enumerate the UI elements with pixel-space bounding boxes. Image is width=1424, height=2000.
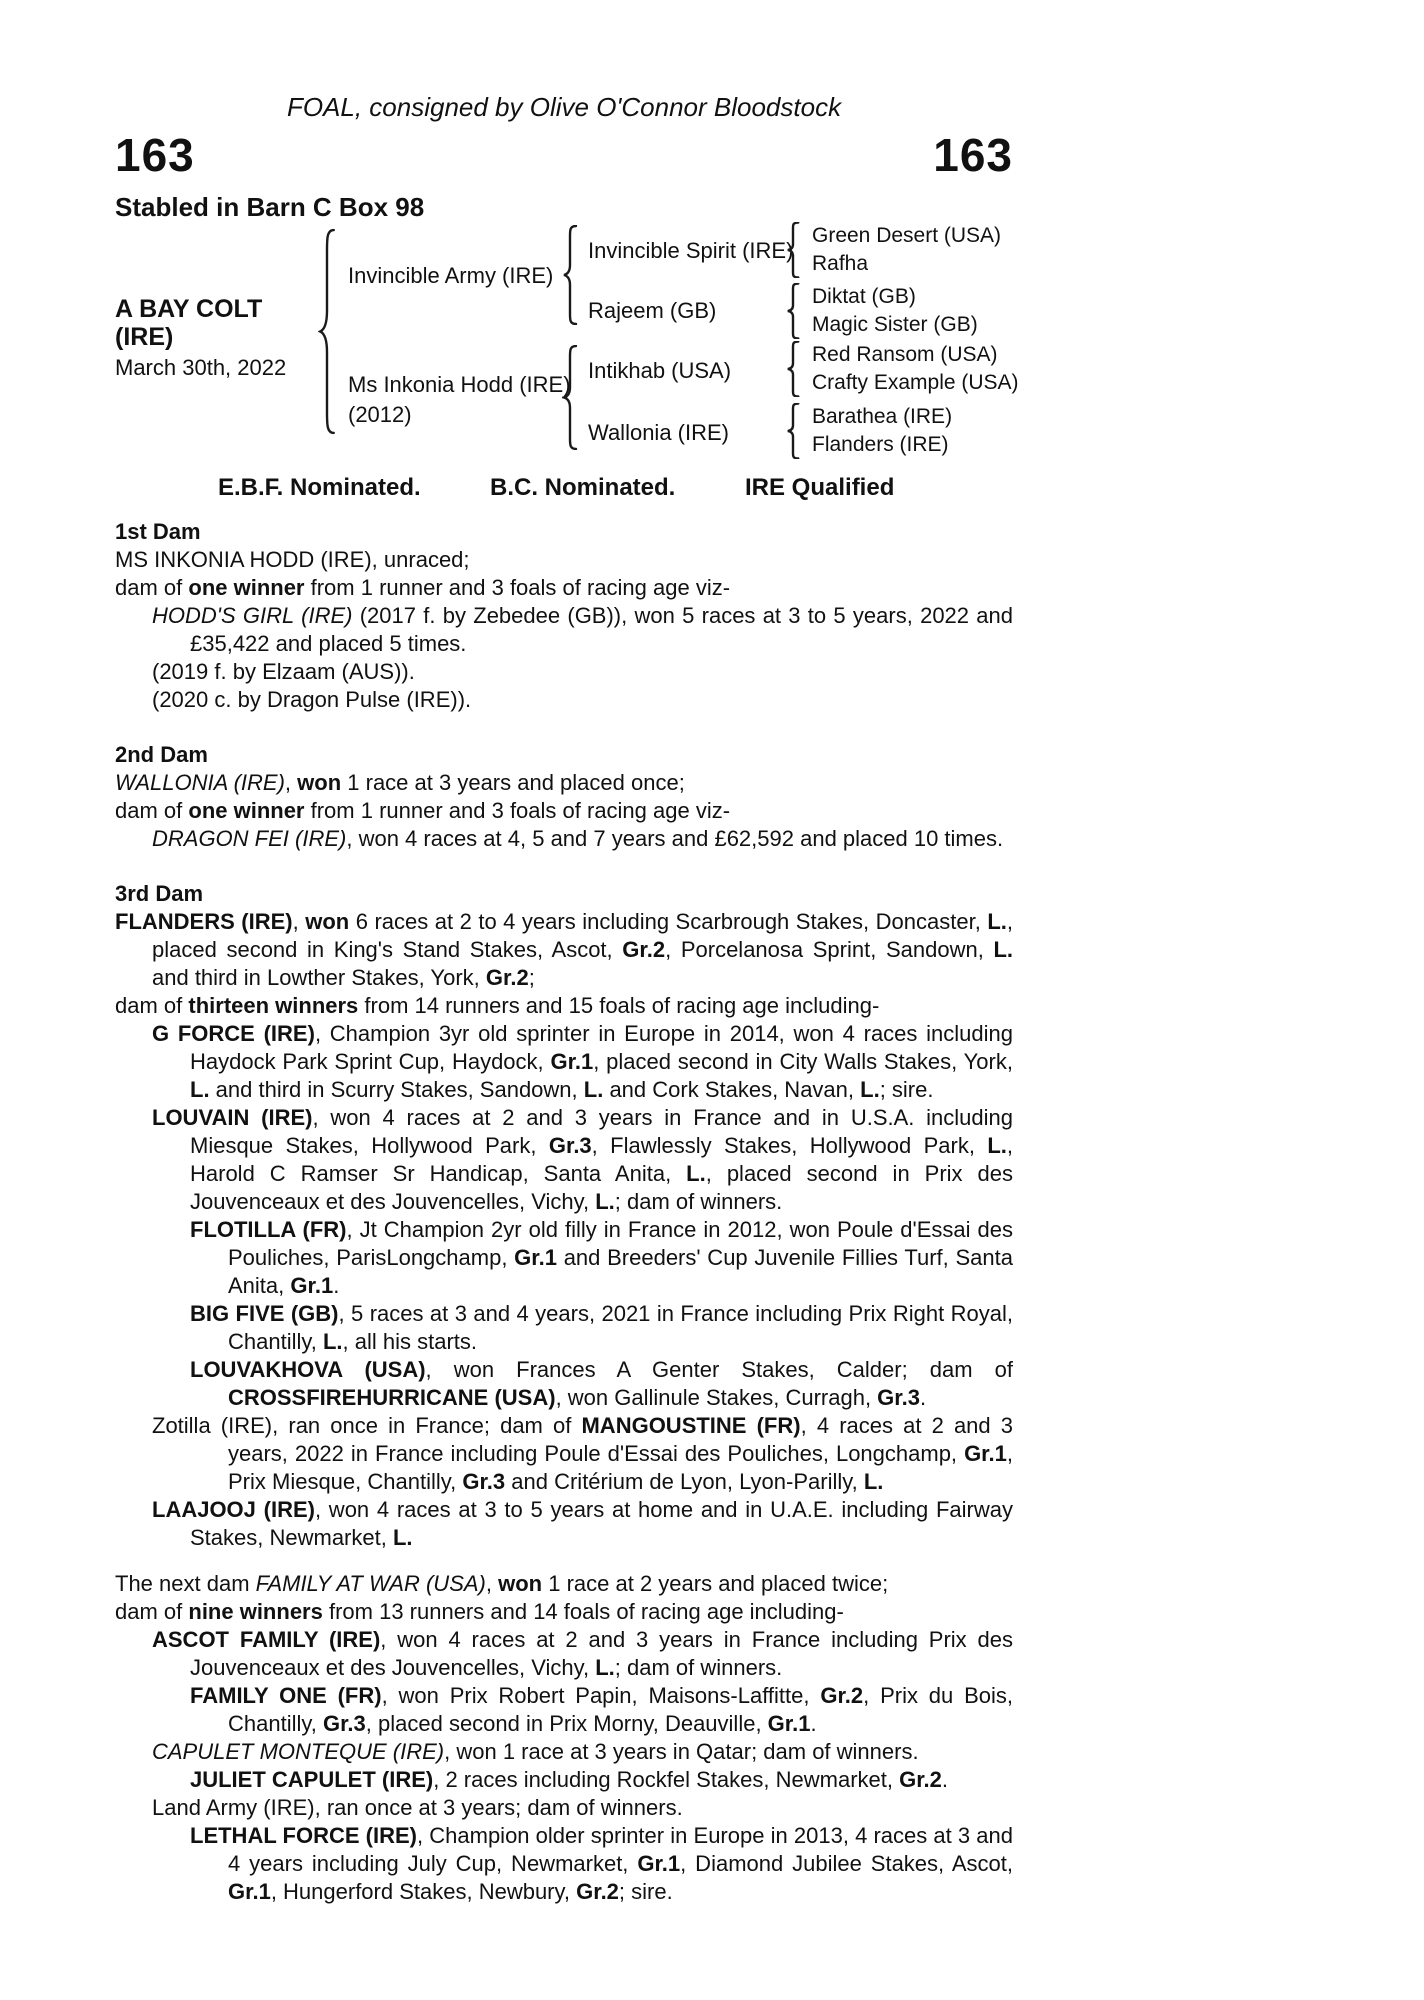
produce-record-paragraph	[115, 769, 1013, 797]
text-segment: ,	[485, 1571, 499, 1596]
text-segment: (2019 f. by Elzaam (AUS)).	[152, 659, 415, 684]
produce-record-paragraph	[152, 1020, 1013, 1104]
great-grandsire-name: Diktat (GB)	[812, 285, 916, 308]
text-segment: LETHAL FORCE (IRE)	[190, 1823, 417, 1848]
produce-record-paragraph	[152, 1496, 1013, 1552]
text-segment: BIG FIVE (GB)	[190, 1301, 339, 1326]
text-segment: WALLONIA (IRE)	[115, 770, 285, 795]
section-heading: 1st Dam	[115, 519, 201, 544]
text-segment: 1 race at 3 years and placed once;	[341, 770, 685, 795]
lot-number-left: 163	[115, 129, 195, 181]
text-segment: L.	[322, 1329, 343, 1354]
text-segment: and Critérium de Lyon, Lyon-Parilly,	[505, 1469, 864, 1494]
text-segment: ASCOT FAMILY (IRE)	[152, 1627, 381, 1652]
text-segment: .	[810, 1711, 817, 1736]
text-segment: CAPULET MONTEQUE (IRE)	[152, 1739, 445, 1764]
text-segment: ; sire.	[618, 1879, 673, 1904]
text-segment: , won Gallinule Stakes, Curragh,	[555, 1385, 878, 1410]
text-segment: .	[919, 1385, 927, 1410]
text-segment: , all his starts.	[342, 1329, 478, 1354]
text-segment: , won 4 races at 2 and 3 years in France and in U.S.A. including Miesque Stakes, Hollywood Park,	[190, 1105, 1014, 1158]
produce-record-paragraph	[190, 1766, 1013, 1794]
text-segment: and third in Lowther Stakes, York,	[152, 965, 486, 990]
produce-record-paragraph	[190, 1822, 1013, 1906]
text-segment: Gr.1	[637, 1851, 681, 1876]
text-segment: HODD'S GIRL (IRE)	[152, 603, 353, 628]
text-segment: MS INKONIA HODD (IRE), unraced;	[115, 547, 470, 572]
text-segment: from 1 runner and 3 foals of racing age viz-	[304, 575, 731, 600]
brace-icon	[786, 341, 800, 397]
produce-record-paragraph	[190, 1682, 1014, 1738]
text-segment: , placed second in Prix Morny, Deauville,	[365, 1711, 768, 1736]
produce-record-paragraph	[190, 1300, 1013, 1356]
grandsire-1-name: Invincible Spirit (IRE)	[588, 238, 794, 263]
dam-name-block	[348, 370, 571, 430]
text-segment: 6 races at 2 to 4 years including Scarbrough Stakes, Doncaster,	[349, 909, 988, 934]
text-segment: Zotilla (IRE), ran once in France; dam of	[152, 1413, 582, 1438]
ebf-nominated-label: E.B.F. Nominated.	[218, 474, 421, 501]
produce-record-paragraph	[190, 1356, 1013, 1412]
text-segment: , placed second in Prix des Jouvenceaux et des Jouvencelles, Vichy,	[190, 1161, 1013, 1214]
text-segment: .	[333, 1273, 340, 1298]
produce-record-paragraph	[152, 1626, 1013, 1682]
text-segment: Gr.3	[877, 1385, 920, 1410]
text-segment: DRAGON FEI (IRE)	[152, 826, 347, 851]
text-segment: , won 4 races at 2 and 3 years in France including Prix des Jouvenceaux et des Jouvencelles, Vichy,	[190, 1627, 1013, 1680]
produce-record-paragraph	[115, 797, 1013, 825]
brace-icon	[786, 222, 800, 278]
text-segment: LAAJOOJ (IRE)	[152, 1497, 315, 1522]
text-segment: Land Army (IRE), ran once at 3 years; dam of winners.	[152, 1795, 683, 1820]
lot-number-right: 163	[933, 129, 1013, 181]
text-segment: dam of	[115, 993, 189, 1018]
text-segment: , Porcelanosa Sprint, Sandown,	[665, 937, 994, 962]
text-segment: from 1 runner and 3 foals of racing age viz-	[304, 798, 731, 823]
text-segment: dam of	[115, 798, 189, 823]
great-grandsire-name: Barathea (IRE)	[812, 405, 953, 428]
text-segment: Gr.3	[462, 1469, 506, 1494]
produce-record-paragraph	[115, 1570, 1013, 1598]
text-segment: L.	[583, 1077, 604, 1102]
text-segment: Gr.1	[550, 1049, 594, 1074]
text-segment: JULIET CAPULET (IRE)	[190, 1767, 434, 1792]
great-granddam-name: Crafty Example (USA)	[812, 371, 1019, 394]
brace-icon	[318, 228, 336, 435]
text-segment: Gr.3	[322, 1711, 366, 1736]
text-segment: G FORCE (IRE)	[152, 1021, 315, 1046]
great-granddam-name: Rafha	[812, 252, 869, 275]
text-segment: FLOTILLA (FR)	[190, 1217, 347, 1242]
text-segment: Gr.1	[514, 1245, 557, 1270]
great-grandparents-pair-3	[812, 341, 1019, 397]
text-segment: L.	[190, 1077, 210, 1102]
brace-icon	[562, 345, 578, 450]
produce-record-paragraph	[152, 658, 1013, 686]
text-segment: Gr.1	[964, 1441, 1007, 1466]
text-segment: and third in Scurry Stakes, Sandown,	[209, 1077, 584, 1102]
nominations-row	[115, 474, 1013, 504]
text-segment: and Breeders' Cup Juvenile Fillies Turf, Santa Anita,	[228, 1245, 1013, 1298]
text-segment: , Prix du Bois, Chantilly,	[228, 1683, 1014, 1736]
text-segment: (2020 c. by Dragon Pulse (IRE)).	[152, 687, 472, 712]
text-segment: , won 1 race at 3 years in Qatar; dam of winners.	[444, 1739, 919, 1764]
produce-record-paragraph	[152, 686, 1013, 714]
granddam-2-name: Wallonia (IRE)	[588, 420, 729, 445]
text-segment: LOUVAIN (IRE)	[152, 1105, 313, 1130]
brace-icon	[786, 283, 800, 339]
text-segment: one winner	[188, 575, 305, 600]
text-segment: MANGOUSTINE (FR)	[581, 1413, 801, 1438]
text-segment: , 5 races at 3 and 4 years, 2021 in France including Prix Right Royal, Chantilly,	[228, 1301, 1013, 1354]
text-segment: , placed second in King's Stand Stakes, Ascot,	[152, 909, 1013, 962]
text-segment: ,	[284, 770, 298, 795]
stabled-location: Stabled in Barn C Box 98	[115, 192, 425, 222]
great-grandparents-pair-1	[812, 222, 1001, 278]
consignor-header: FOAL, consigned by Olive O'Connor Bloodstock	[286, 92, 842, 122]
text-segment: won	[305, 909, 350, 934]
text-segment: , Diamond Jubilee Stakes, Ascot,	[680, 1851, 1013, 1876]
produce-record-paragraph	[115, 1598, 1013, 1626]
produce-record-paragraph	[152, 1104, 1014, 1216]
text-segment: , Prix Miesque, Chantilly,	[228, 1441, 1013, 1494]
text-segment: L.	[987, 1133, 1007, 1158]
text-segment: L.	[595, 1189, 615, 1214]
text-segment: Gr.2	[899, 1767, 942, 1792]
text-segment: L.	[860, 1077, 880, 1102]
brace-icon	[786, 403, 800, 459]
text-segment: FLANDERS (IRE)	[115, 909, 293, 934]
bc-nominated-label: B.C. Nominated.	[490, 474, 676, 501]
text-segment: .	[941, 1767, 949, 1792]
text-segment: thirteen winners	[188, 993, 359, 1018]
produce-record-paragraph	[152, 1738, 1013, 1766]
brace-icon	[562, 225, 578, 325]
text-segment: , Jt Champion 2yr old filly in France in 2012, won Poule d'Essai des Pouliches, ParisLongchamp,	[228, 1217, 1013, 1270]
text-segment: FAMILY AT WAR (USA)	[255, 1571, 486, 1596]
text-segment: , Harold C Ramser Sr Handicap, Santa Anita,	[190, 1133, 1013, 1186]
ire-qualified-label: IRE Qualified	[745, 474, 895, 501]
text-segment: Gr.1	[290, 1273, 334, 1298]
subject-foaling-date: March 30th, 2022	[115, 355, 287, 380]
text-segment: dam of	[115, 575, 189, 600]
produce-record-paragraph	[152, 602, 1013, 658]
text-segment: 1 race at 2 years and placed twice;	[542, 1571, 889, 1596]
great-grandparents-pair-4	[812, 403, 952, 459]
subject-name-block	[115, 295, 315, 381]
produce-record-paragraph	[115, 908, 1013, 992]
text-segment: one winner	[188, 798, 305, 823]
text-segment: , won Frances A Genter Stakes, Calder; dam of	[425, 1357, 1013, 1382]
text-segment: ; dam of winners.	[614, 1655, 783, 1680]
text-segment: , won 4 races at 4, 5 and 7 years and £62,592 and placed 10 times.	[346, 826, 1004, 851]
text-segment: Gr.1	[767, 1711, 811, 1736]
text-segment: from 13 runners and 14 foals of racing age including-	[322, 1599, 844, 1624]
produce-record-paragraph	[152, 825, 1013, 853]
text-segment: Gr.2	[820, 1683, 864, 1708]
text-segment: nine winners	[188, 1599, 323, 1624]
text-segment: , Flawlessly Stakes, Hollywood Park,	[591, 1133, 988, 1158]
text-segment: L.	[392, 1525, 413, 1550]
text-segment: , 2 races including Rockfel Stakes, Newmarket,	[433, 1767, 900, 1792]
text-segment: FAMILY ONE (FR)	[190, 1683, 382, 1708]
produce-record-paragraph	[115, 574, 1013, 602]
produce-record-paragraph	[152, 1794, 1013, 1822]
text-segment: ;	[528, 965, 535, 990]
text-segment: L.	[993, 937, 1013, 962]
text-segment: and Cork Stakes, Navan,	[603, 1077, 861, 1102]
text-segment: Gr.2	[576, 1879, 619, 1904]
great-grandsire-name: Red Ransom (USA)	[812, 343, 998, 366]
text-segment: , Champion older sprinter in Europe in 2013, 4 races at 3 and 4 years including July Cup, Newmarket,	[228, 1823, 1013, 1876]
text-segment: Gr.2	[485, 965, 529, 990]
produce-record-paragraph	[190, 1216, 1013, 1300]
text-segment: The next dam	[115, 1571, 256, 1596]
text-segment: dam of	[115, 1599, 189, 1624]
text-segment: , placed second in City Walls Stakes, York,	[593, 1049, 1013, 1074]
granddam-1-name: Rajeem (GB)	[588, 298, 717, 323]
text-segment: , 4 races at 2 and 3 years, 2022 in France including Poule d'Essai des Pouliches, Longchamp,	[228, 1413, 1014, 1466]
text-segment: Gr.3	[548, 1133, 592, 1158]
great-grandparents-pair-2	[812, 283, 978, 339]
text-segment: won	[297, 770, 342, 795]
text-segment: , Hungerford Stakes, Newbury,	[270, 1879, 577, 1904]
pedigree-text-block	[115, 518, 1013, 1906]
great-granddam-name: Flanders (IRE)	[812, 433, 949, 456]
produce-record-paragraph	[115, 546, 1013, 574]
text-segment: , won Prix Robert Papin, Maisons-Laffitte,	[381, 1683, 821, 1708]
text-segment: ,	[292, 909, 306, 934]
great-granddam-name: Magic Sister (GB)	[812, 313, 978, 336]
subject-suffix: (IRE)	[115, 323, 174, 351]
text-segment: , Champion 3yr old sprinter in Europe in 2014, won 4 races including Haydock Park Sprint Cup, Haydock,	[190, 1021, 1013, 1074]
text-segment: won	[498, 1571, 543, 1596]
text-segment: L.	[595, 1655, 615, 1680]
sire-name: Invincible Army (IRE)	[348, 263, 554, 288]
text-segment: ; dam of winners.	[614, 1189, 783, 1214]
produce-record-paragraph	[115, 992, 1013, 1020]
text-segment: L.	[863, 1469, 884, 1494]
subject-name: A BAY COLT	[115, 295, 263, 323]
section-heading: 2nd Dam	[115, 742, 208, 767]
produce-record-paragraph	[152, 1412, 1014, 1496]
text-segment: L.	[686, 1161, 706, 1186]
text-segment: ; sire.	[879, 1077, 934, 1102]
section-heading: 3rd Dam	[115, 881, 204, 906]
grandsire-2-name: Intikhab (USA)	[588, 358, 732, 383]
text-segment: from 14 runners and 15 foals of racing age including-	[358, 993, 880, 1018]
text-segment: , won 4 races at 3 to 5 years at home and in U.A.E. including Fairway Stakes, Newmarket,	[190, 1497, 1013, 1550]
text-segment: L.	[987, 909, 1007, 934]
dam-year: (2012)	[348, 402, 412, 427]
text-segment: CROSSFIREHURRICANE (USA)	[228, 1385, 556, 1410]
text-segment: Gr.2	[622, 937, 666, 962]
great-grandsire-name: Green Desert (USA)	[812, 224, 1002, 247]
text-segment: Gr.1	[228, 1879, 271, 1904]
text-segment: (2017 f. by Zebedee (GB)), won 5 races at 3 to 5 years, 2022 and £35,422 and placed 5 times.	[190, 603, 1013, 656]
dam-name: Ms Inkonia Hodd (IRE)	[348, 372, 571, 397]
text-segment: LOUVAKHOVA (USA)	[190, 1357, 426, 1382]
